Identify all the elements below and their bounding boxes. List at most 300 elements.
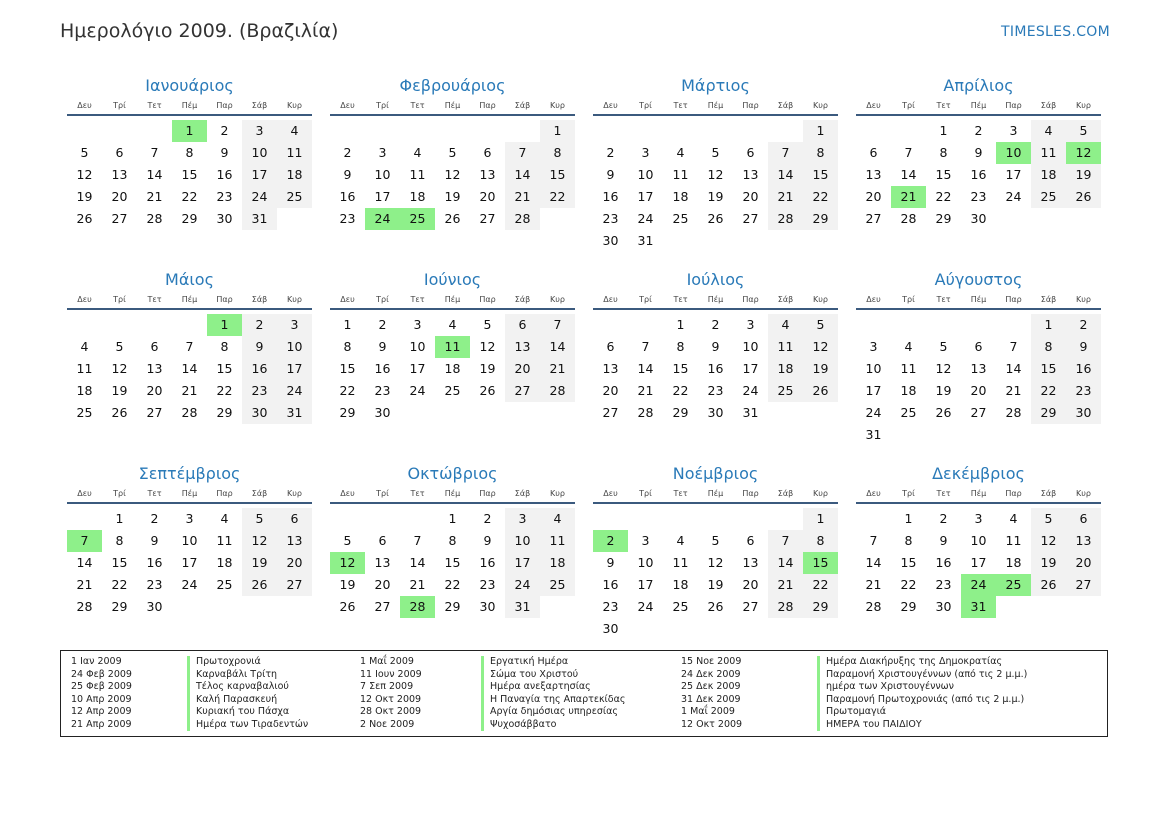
weekday-label: Δευ [866,101,881,110]
day-cell: 4 [277,120,312,142]
day-cell: 4 [1031,120,1066,142]
weekday-label: Κυρ [1076,295,1091,304]
weekday-label: Παρ [742,295,759,304]
day-cell: 20 [742,189,759,204]
day-cell: 3 [869,339,878,354]
day-cell: 2 [939,511,948,526]
weekday-label: Κυρ [287,101,302,110]
day-cell: 8 [803,530,838,552]
day-cell: 12 [242,530,277,552]
day-cell: 26 [1066,186,1101,208]
day-cell: 18 [444,361,461,376]
legend-holiday-name: Καλή Παρασκευή [187,694,308,707]
day-cell: 21 [181,383,198,398]
legend-date: 12 Απρ 2009 [71,706,132,717]
day-cell: 11 [277,142,312,164]
weekday-header [67,293,312,310]
day-cell: 14 [146,167,163,182]
day-cell: 18 [540,552,575,574]
weekday-label: Τετ [147,295,162,304]
year-calendar [67,72,1103,654]
legend-date: 11 Ιουν 2009 [360,668,422,680]
day-cell: 21 [865,577,882,592]
day-cell: 5 [711,533,720,548]
legend-holiday-name: Τέλος καρναβαλιού [187,681,308,694]
day-cell: 13 [479,167,496,182]
weekday-label: Τρί [902,489,915,498]
day-cell: 2 [1066,314,1101,336]
month-name: Νοέμβριος [672,464,759,483]
month-name: Ιούνιος [423,270,482,289]
weekday-header [856,293,1101,310]
day-cell: 1 [343,317,352,332]
weekday-label: Κυρ [287,489,302,498]
day-cell: 11 [672,167,689,182]
day-cell: 27 [111,211,128,226]
day-cell: 16 [146,555,163,570]
day-cell: 10 [637,167,654,182]
day-cell: 3 [277,314,312,336]
day-cell: 26 [479,383,496,398]
weekday-label: Τετ [147,489,162,498]
day-cell: 28 [1005,405,1022,420]
day-cell: 4 [676,533,685,548]
day-cell: 19 [479,361,496,376]
legend-holiday-name: Ημέρα Διακήρυξης της Δημοκρατίας [817,656,1027,669]
legend-holiday-name: Ημέρα των Τιραδεντών [187,719,308,732]
day-cell: 5 [242,508,277,530]
day-cell: 15 [900,555,917,570]
weekday-header [593,99,838,116]
day-cell: 10 [637,555,654,570]
day-cell: 2 [711,317,720,332]
day-cell: 5 [448,145,457,160]
legend-holiday-name: ημέρα των Χριστουγέννων [817,681,1027,694]
holiday-legend [60,650,1108,737]
day-cell: 16 [1066,358,1101,380]
day-cell: 25 [900,405,917,420]
day-cell: 12 [1031,530,1066,552]
legend-holiday-name: Ψυχοσάββατο [481,719,625,732]
day-cell: 1 [939,123,948,138]
day-cell: 27 [146,405,163,420]
empty-cell [593,314,628,336]
day-cell: 1 [1031,314,1066,336]
day-cell: 26 [803,380,838,402]
weekday-label: Σάβ [777,489,794,498]
day-cell: 1 [904,511,913,526]
day-cell: 9 [939,533,948,548]
weekday-label: Παρ [1005,295,1022,304]
brand-link[interactable]: TIMESLES.COM [1001,24,1110,40]
day-cell: 21 [76,577,93,592]
day-cell: 27 [479,211,496,226]
empty-cell [628,120,663,142]
day-cell: 21 [409,577,426,592]
weekday-label: Δευ [340,489,355,498]
day-cell: 26 [76,211,93,226]
day-cell: 13 [865,167,882,182]
day-cell: 8 [676,339,685,354]
day-cell: 19 [707,189,724,204]
day-cell: 23 [602,599,619,614]
empty-cell [137,120,172,142]
day-cell: 18 [900,383,917,398]
day-cell: 8 [803,142,838,164]
weekday-label: Κυρ [813,101,828,110]
day-cell: 7 [904,145,913,160]
day-cell: 23 [216,189,233,204]
day-cell: 11 [1031,142,1066,164]
legend-date: 21 Απρ 2009 [71,718,132,730]
day-cell: 31 [742,405,759,420]
day-cell: 29 [216,405,233,420]
legend-holiday-name: Καρναβάλι Τρίτη [187,669,308,682]
weekday-header [67,99,312,116]
day-cell: 3 [641,145,650,160]
empty-cell [102,314,137,336]
day-cell: 24 [242,186,277,208]
day-cell: 20 [505,358,540,380]
day-cell: 7 [505,142,540,164]
day-cell: 18 [277,164,312,186]
weekday-label: Κυρ [550,101,565,110]
day-cell: 14 [505,164,540,186]
month-block [67,72,312,266]
day-cell: 22 [935,189,952,204]
day-cell: 15 [935,167,952,182]
day-cell: 15 [181,167,198,182]
day-cell: 9 [150,533,159,548]
day-cell: 2 [242,314,277,336]
legend-date: 1 Μαΐ 2009 [681,706,735,717]
empty-cell [961,314,996,336]
day-cell: 20 [1066,552,1101,574]
day-cell: 21 [1005,383,1022,398]
day-cell: 22 [111,577,128,592]
weekday-label: Τετ [936,101,951,110]
day-cell: 3 [185,511,194,526]
day-cell: 30 [374,405,391,420]
day-cell: 16 [935,555,952,570]
weekday-label: Πέμ [181,295,198,304]
day-cell: 12 [111,361,128,376]
day-grid [67,508,312,618]
legend-date-column [681,656,742,731]
weekday-label: Πέμ [444,101,461,110]
day-cell: 7 [540,314,575,336]
day-cell: 17 [970,555,987,570]
day-cell: 27 [970,405,987,420]
day-cell: 5 [115,339,124,354]
day-cell: 5 [1031,508,1066,530]
day-cell: 12 [479,339,496,354]
day-cell: 26 [339,599,356,614]
weekday-label: Δευ [77,101,92,110]
weekday-label: Σάβ [514,489,531,498]
empty-cell [663,508,698,530]
weekday-label: Πέμ [970,101,987,110]
day-cell: 23 [602,211,619,226]
weekday-label: Σάβ [777,101,794,110]
day-cell: 3 [746,317,755,332]
legend-date: 24 Φεβ 2009 [71,668,132,680]
day-cell: 18 [672,189,689,204]
day-cell: 25 [540,574,575,596]
day-cell: 17 [277,358,312,380]
holiday-day-cell: 15 [803,552,838,574]
day-cell: 11 [900,361,917,376]
day-cell: 7 [1009,339,1018,354]
day-cell: 9 [974,145,983,160]
weekday-label: Κυρ [550,295,565,304]
month-name: Δεκέμβριος [932,464,1025,483]
day-cell: 16 [707,361,724,376]
day-cell: 3 [242,120,277,142]
day-cell: 17 [637,577,654,592]
day-cell: 13 [374,555,391,570]
day-cell: 28 [768,596,803,618]
day-cell: 5 [803,314,838,336]
legend-name-column [817,656,1027,731]
day-cell: 28 [76,599,93,614]
day-cell: 30 [146,599,163,614]
day-cell: 13 [505,336,540,358]
empty-cell [137,314,172,336]
day-cell: 22 [216,383,233,398]
day-cell: 21 [768,186,803,208]
weekday-label: Τετ [936,295,951,304]
empty-cell [628,508,663,530]
weekday-label: Δευ [77,295,92,304]
weekday-label: Πέμ [707,101,724,110]
day-cell: 25 [444,383,461,398]
weekday-label: Δευ [603,101,618,110]
day-cell: 7 [768,530,803,552]
day-cell: 2 [974,123,983,138]
weekday-label: Τρί [639,489,652,498]
day-cell: 4 [80,339,89,354]
day-cell: 25 [672,599,689,614]
month-name: Απρίλιος [943,76,1014,95]
weekday-label: Δευ [603,295,618,304]
day-cell: 4 [413,145,422,160]
day-cell: 23 [935,577,952,592]
day-cell: 8 [540,142,575,164]
day-cell: 5 [80,145,89,160]
day-cell: 9 [242,336,277,358]
day-cell: 17 [637,189,654,204]
day-cell: 20 [111,189,128,204]
empty-cell [67,508,102,530]
day-cell: 8 [448,533,457,548]
holiday-day-cell: 24 [961,574,996,596]
month-block [856,72,1101,266]
day-cell: 19 [707,577,724,592]
day-cell: 16 [374,361,391,376]
month-block [330,72,575,266]
day-cell: 23 [479,577,496,592]
weekday-header [856,487,1101,504]
day-cell: 24 [277,380,312,402]
weekday-label: Δευ [603,489,618,498]
day-cell: 13 [277,530,312,552]
day-cell: 3 [641,533,650,548]
legend-holiday-name: Πρωτοχρονιά [187,656,308,669]
day-cell: 16 [216,167,233,182]
day-cell: 20 [970,383,987,398]
day-cell: 6 [115,145,124,160]
month-block [593,266,838,460]
day-cell: 31 [637,233,654,248]
empty-cell [698,508,733,530]
weekday-label: Παρ [479,295,496,304]
day-cell: 28 [505,208,540,230]
day-cell: 19 [76,189,93,204]
day-cell: 31 [242,208,277,230]
day-cell: 9 [606,555,615,570]
day-cell: 2 [378,317,387,332]
weekday-label: Τετ [147,101,162,110]
day-cell: 2 [150,511,159,526]
day-cell: 6 [277,508,312,530]
day-cell: 30 [242,402,277,424]
day-cell: 10 [374,167,391,182]
day-cell: 14 [865,555,882,570]
day-cell: 13 [970,361,987,376]
weekday-label: Τρί [376,489,389,498]
day-cell: 24 [637,599,654,614]
day-cell: 30 [707,405,724,420]
day-cell: 26 [707,599,724,614]
day-cell: 4 [1009,511,1018,526]
day-cell: 21 [637,383,654,398]
day-cell: 15 [803,164,838,186]
day-cell: 14 [76,555,93,570]
weekday-label: Δευ [866,295,881,304]
day-cell: 10 [742,339,759,354]
day-cell: 4 [448,317,457,332]
weekday-label: Σάβ [1040,101,1057,110]
day-cell: 23 [707,383,724,398]
day-cell: 5 [343,533,352,548]
day-cell: 25 [277,186,312,208]
day-cell: 24 [505,574,540,596]
day-cell: 22 [540,186,575,208]
weekday-label: Τρί [113,295,126,304]
day-grid [856,508,1101,618]
empty-cell [891,314,926,336]
day-cell: 21 [146,189,163,204]
day-cell: 9 [343,167,352,182]
day-cell: 4 [540,508,575,530]
month-block [67,266,312,460]
weekday-label: Σάβ [251,489,268,498]
day-cell: 29 [803,208,838,230]
day-cell: 12 [803,336,838,358]
weekday-header [330,487,575,504]
holiday-day-cell: 31 [961,596,996,618]
day-cell: 13 [742,167,759,182]
day-cell: 10 [865,361,882,376]
day-cell: 25 [672,211,689,226]
empty-cell [768,120,803,142]
day-cell: 20 [602,383,619,398]
day-cell: 31 [277,402,312,424]
day-cell: 15 [111,555,128,570]
day-cell: 1 [803,508,838,530]
day-cell: 8 [343,339,352,354]
day-cell: 8 [115,533,124,548]
holiday-day-cell: 11 [435,336,470,358]
legend-date: 12 Οκτ 2009 [360,693,422,705]
day-cell: 28 [900,211,917,226]
day-cell: 24 [409,383,426,398]
day-cell: 15 [540,164,575,186]
weekday-label: Κυρ [813,489,828,498]
day-cell: 31 [865,427,882,442]
day-cell: 29 [444,599,461,614]
weekday-label: Τρί [639,295,652,304]
month-block [67,460,312,654]
day-cell: 30 [970,211,987,226]
day-cell: 24 [181,577,198,592]
day-cell: 18 [1005,555,1022,570]
month-block [330,266,575,460]
day-cell: 13 [146,361,163,376]
weekday-header [330,99,575,116]
day-cell: 25 [216,577,233,592]
empty-cell [698,120,733,142]
day-cell: 25 [76,405,93,420]
weekday-label: Τρί [113,101,126,110]
weekday-label: Παρ [1005,489,1022,498]
day-cell: 19 [803,358,838,380]
empty-cell [330,508,365,530]
day-cell: 27 [374,599,391,614]
day-cell: 17 [505,552,540,574]
day-cell: 24 [742,383,759,398]
day-cell: 27 [742,599,759,614]
day-cell: 28 [768,208,803,230]
day-cell: 12 [444,167,461,182]
day-cell: 30 [216,211,233,226]
day-cell: 30 [1066,402,1101,424]
day-cell: 22 [900,577,917,592]
empty-cell [663,120,698,142]
day-cell: 29 [1031,402,1066,424]
day-cell: 17 [181,555,198,570]
day-cell: 21 [768,574,803,596]
day-cell: 18 [76,383,93,398]
day-cell: 1 [803,120,838,142]
day-cell: 10 [409,339,426,354]
empty-cell [365,508,400,530]
holiday-day-cell: 25 [400,208,435,230]
day-cell: 22 [1031,380,1066,402]
weekday-label: Τετ [410,101,425,110]
day-grid [330,120,575,230]
day-cell: 27 [505,380,540,402]
empty-cell [856,120,891,142]
day-cell: 23 [970,189,987,204]
day-cell: 23 [1066,380,1101,402]
day-cell: 12 [707,555,724,570]
day-cell: 12 [935,361,952,376]
weekday-label: Τρί [639,101,652,110]
day-cell: 3 [1009,123,1018,138]
day-cell: 5 [711,145,720,160]
